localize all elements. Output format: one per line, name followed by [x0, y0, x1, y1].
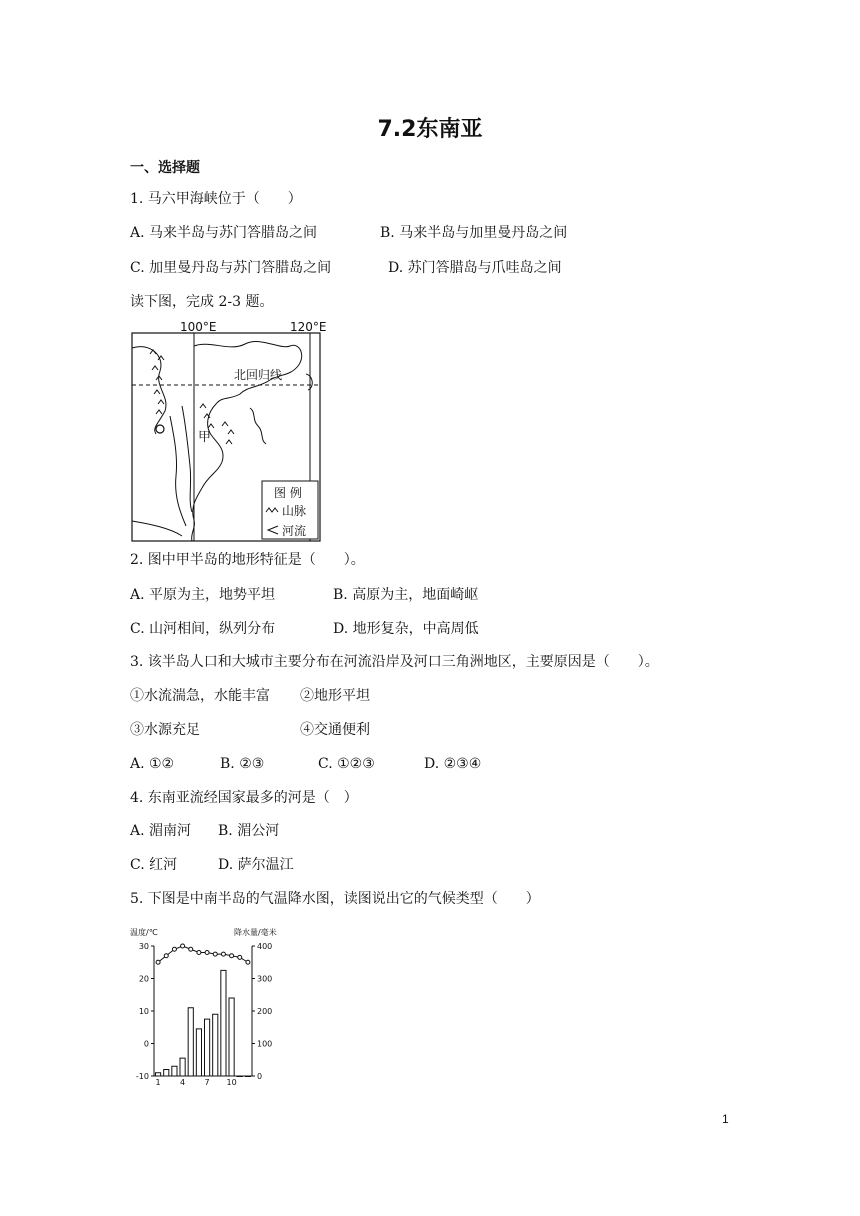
chart-right-axis-title: 降水量/毫米 [234, 928, 277, 937]
coastline-west [132, 347, 166, 434]
temperature-point [230, 954, 234, 958]
question-1-stem: 1. 马六甲海峡位于（ ） [130, 191, 302, 207]
map-instruction: 读下图，完成 2-3 题。 [130, 294, 274, 310]
map-longitude-120: 120°E [290, 320, 327, 334]
precipitation-bar [172, 1066, 177, 1076]
left-tick-label: 10 [138, 1007, 149, 1016]
right-tick-label: 400 [257, 942, 273, 951]
river-mekong [182, 406, 192, 512]
question-1-option-b: B. 马来半岛与加里曼丹岛之间 [380, 225, 568, 241]
precipitation-bar [237, 1076, 242, 1077]
right-tick-label: 300 [257, 974, 273, 984]
lake-mark [156, 425, 164, 433]
precipitation-bars [156, 970, 251, 1076]
question-3-option-b: B. ②③ [220, 756, 265, 772]
question-3-statement-1: ①水流湍急，水能丰富 [130, 688, 270, 704]
question-3-option-d: D. ②③④ [424, 756, 482, 772]
left-tick-label: 30 [138, 942, 149, 951]
temperature-point [172, 947, 176, 951]
x-tick-label: 10 [226, 1078, 237, 1086]
question-4-option-a: A. 湄南河 [130, 823, 192, 839]
river-red [250, 408, 266, 444]
temperature-point [181, 944, 185, 948]
question-2-stem: 2. 图中甲半岛的地形特征是（ ）。 [130, 552, 365, 568]
tropic-of-cancer-label: 北回归线 [234, 368, 283, 382]
x-tick-label: 4 [180, 1078, 186, 1086]
question-4-option-c: C. 红河 [130, 857, 178, 873]
question-3-statement-3: ③水源充足 [130, 722, 200, 738]
precipitation-bar [196, 1029, 201, 1076]
question-5-stem: 5. 下图是中南半岛的气温降水图，读图说出它的气候类型（ ） [130, 891, 540, 907]
question-3-statement-4: ④交通便利 [300, 722, 370, 738]
temperature-point [205, 951, 209, 955]
temperature-point [238, 955, 242, 959]
right-tick-label: 200 [257, 1007, 273, 1016]
question-1-option-a: A. 马来半岛与苏门答腊岛之间 [130, 225, 318, 241]
page-number: 1 [722, 1112, 729, 1126]
question-3-option-a: A. ①② [130, 756, 175, 772]
left-tick-label: 0 [143, 1039, 149, 1049]
climate-chart [130, 926, 280, 1086]
question-3-statement-2: ②地形平坦 [300, 688, 370, 704]
temperature-point [197, 951, 201, 955]
question-2-option-b: B. 高原为主，地面崎岖 [333, 587, 479, 603]
taiwan-island [306, 374, 312, 390]
right-tick-label: 0 [257, 1072, 263, 1081]
precipitation-bar [229, 998, 234, 1076]
precipitation-bar [156, 1073, 161, 1076]
left-tick-label: -10 [135, 1072, 149, 1081]
right-tick-label: 100 [257, 1039, 273, 1049]
temperature-point [156, 960, 160, 964]
page-title: 7.2东南亚 [377, 117, 483, 142]
question-2-option-d: D. 地形复杂，中高周低 [333, 621, 479, 637]
temperature-line [156, 944, 250, 964]
temperature-point [164, 954, 168, 958]
left-tick-label: 20 [138, 974, 149, 984]
question-2-option-c: C. 山河相间，纵列分布 [130, 621, 276, 637]
temperature-polyline [158, 946, 248, 962]
river-salween [170, 416, 186, 526]
question-2-option-a: A. 平原为主，地势平坦 [130, 587, 276, 603]
coastline-sumatra [132, 521, 182, 536]
precipitation-bar [164, 1070, 169, 1077]
question-4-stem: 4. 东南亚流经国家最多的河是（ ） [130, 790, 358, 806]
legend-river-label: 河流 [282, 524, 307, 538]
coastline-malay [192, 488, 202, 541]
temperature-point [246, 960, 250, 964]
chart-left-axis-title: 温度/℃ [130, 928, 158, 937]
map-longitude-100: 100°E [180, 320, 217, 334]
question-4-option-d: D. 萨尔温江 [218, 857, 294, 873]
question-3-option-c: C. ①②③ [318, 756, 375, 772]
question-3-stem: 3. 该半岛人口和大城市主要分布在河流沿岸及河口三角洲地区，主要原因是（ ）。 [130, 654, 659, 670]
chart-axes [154, 946, 252, 1076]
legend-title: 图 例 [274, 486, 302, 500]
section-heading: 一、选择题 [130, 160, 200, 176]
mountain-marks [150, 350, 234, 444]
x-tick-label: 1 [155, 1078, 161, 1086]
precipitation-bar [188, 1008, 193, 1076]
temperature-point [189, 947, 193, 951]
temperature-point [213, 952, 217, 956]
precipitation-bar [245, 1076, 250, 1077]
temperature-point [221, 952, 225, 956]
legend-mountain-label: 山脉 [282, 504, 307, 518]
question-4-option-b: B. 湄公河 [218, 823, 280, 839]
precipitation-bar [221, 970, 226, 1076]
precipitation-bar [205, 1019, 210, 1076]
question-1-option-d: D. 苏门答腊岛与爪哇岛之间 [388, 260, 562, 276]
peninsula-label: 甲 [198, 430, 212, 445]
x-tick-label: 7 [204, 1078, 210, 1086]
precipitation-bar [180, 1058, 185, 1076]
precipitation-bar [213, 1014, 218, 1076]
southeast-asia-map [130, 316, 330, 546]
question-1-option-c: C. 加里曼丹岛与苏门答腊岛之间 [130, 260, 332, 276]
